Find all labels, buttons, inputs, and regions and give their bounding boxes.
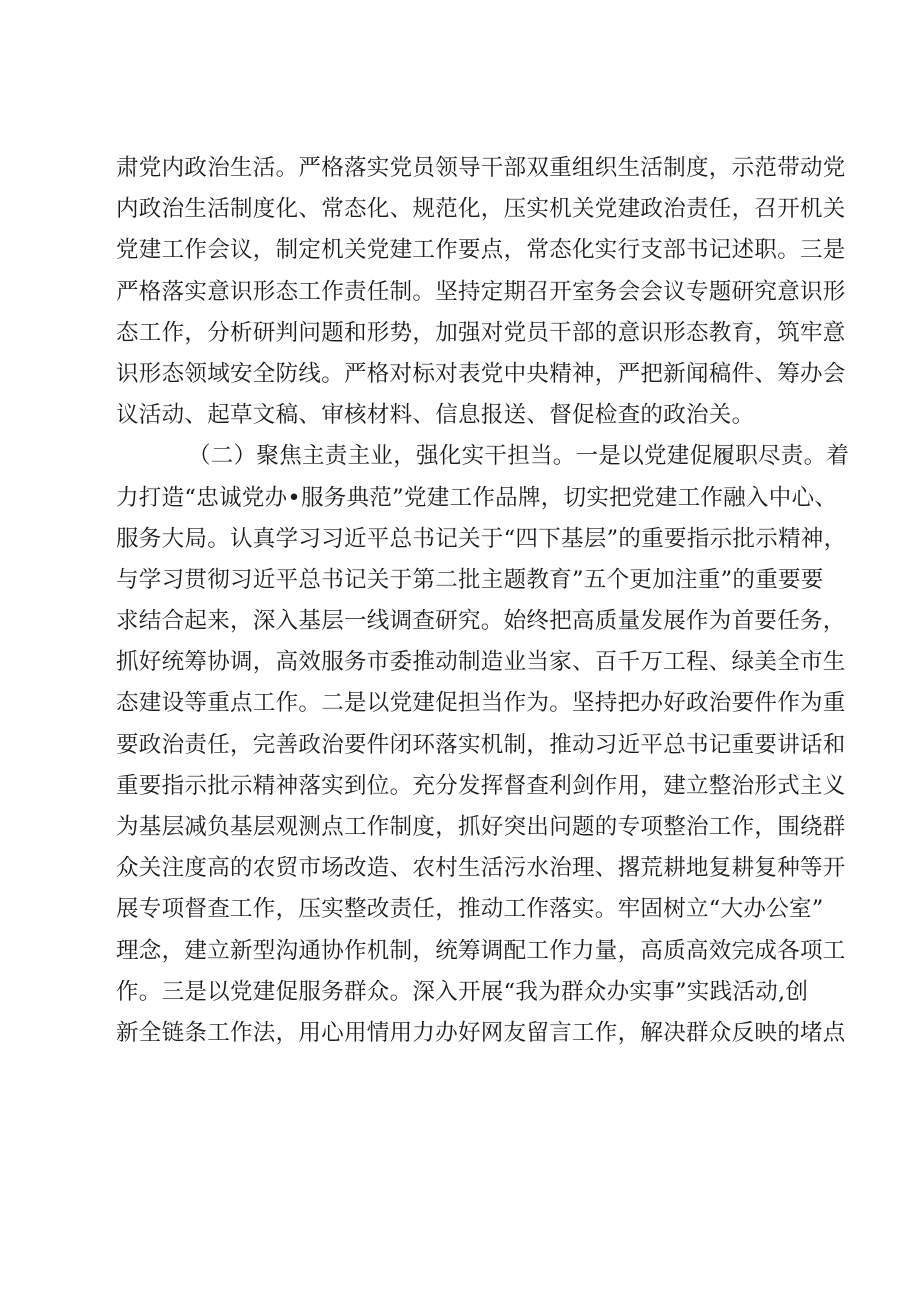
- text-line: 识形态领域安全防线。严格对标对表党中央精神，严把新闻稿件、筹办会: [116, 360, 846, 387]
- text-line: 力打造“忠诚党办•服务典范”党建工作品牌，切实把党建工作融入中心、: [116, 484, 838, 511]
- text-line: 理念，建立新型沟通协作机制，统筹调配工作力量，高质高效完成各项工: [116, 937, 846, 964]
- text-line: 肃党内政治生活。严格落实党员领导干部双重组织生活制度，示范带动党: [116, 155, 846, 181]
- text-line: 议活动、起草文稿、审核材料、信息报送、督促检查的政治关。: [116, 402, 755, 429]
- text-line: 党建工作会议，制定机关党建工作要点，常态化实行支部书记述职。三是: [116, 237, 846, 264]
- text-line: 众关注度高的农贸市场改造、农村生活污水治理、撂荒耕地复耕复种等开: [116, 855, 846, 882]
- text-line: 新全链条工作法，用心用情用力办好网友留言工作，解决群众反映的堵点: [116, 1019, 846, 1046]
- text-line: 要政治责任，完善政治要件闭环落实机制，推动习近平总书记重要讲话和: [116, 731, 846, 758]
- text-line: 为基层减负基层观测点工作制度，抓好突出问题的专项整治工作，围绕群: [116, 814, 846, 840]
- text-line: 态工作，分析研判问题和形势，加强对党员干部的意识形态教育，筑牢意: [116, 319, 846, 346]
- body-text: [116, 148, 850, 1054]
- section-heading-line: （二）聚焦主责主业，强化实干担当。一是以党建促履职尽责。着: [188, 443, 850, 470]
- text-line: 展专项督查工作，压实整改责任，推动工作落实。牢固树立“大办公室”: [116, 896, 824, 923]
- text-line: 作。三是以党建促服务群众。深入开展“我为群众办实事”实践活动,创: [116, 978, 809, 1005]
- text-line: 内政治生活制度化、常态化、规范化，压实机关党建政治责任，召开机关: [116, 196, 846, 223]
- text-line: 服务大局。认真学习习近平总书记关于“四下基层”的重要指示批示精神，: [116, 525, 847, 552]
- text-line: 求结合起来，深入基层一线调查研究。始终把高质量发展作为首要任务，: [116, 608, 846, 635]
- text-line: 抓好统筹协调，高效服务市委推动制造业当家、百千万工程、绿美全市生: [116, 649, 846, 676]
- text-line: 重要指示批示精神落实到位。充分发挥督查利剑作用，建立整治形式主义: [116, 772, 846, 799]
- text-line: 与学习贯彻习近平总书记关于第二批主题教育”五个更加注重”的重要要: [116, 566, 824, 593]
- text-line: 严格落实意识形态工作责任制。坚持定期召开室务会会议专题研究意识形: [116, 278, 846, 305]
- text-line: 态建设等重点工作。二是以党建促担当作为。坚持把办好政治要件作为重: [116, 690, 846, 717]
